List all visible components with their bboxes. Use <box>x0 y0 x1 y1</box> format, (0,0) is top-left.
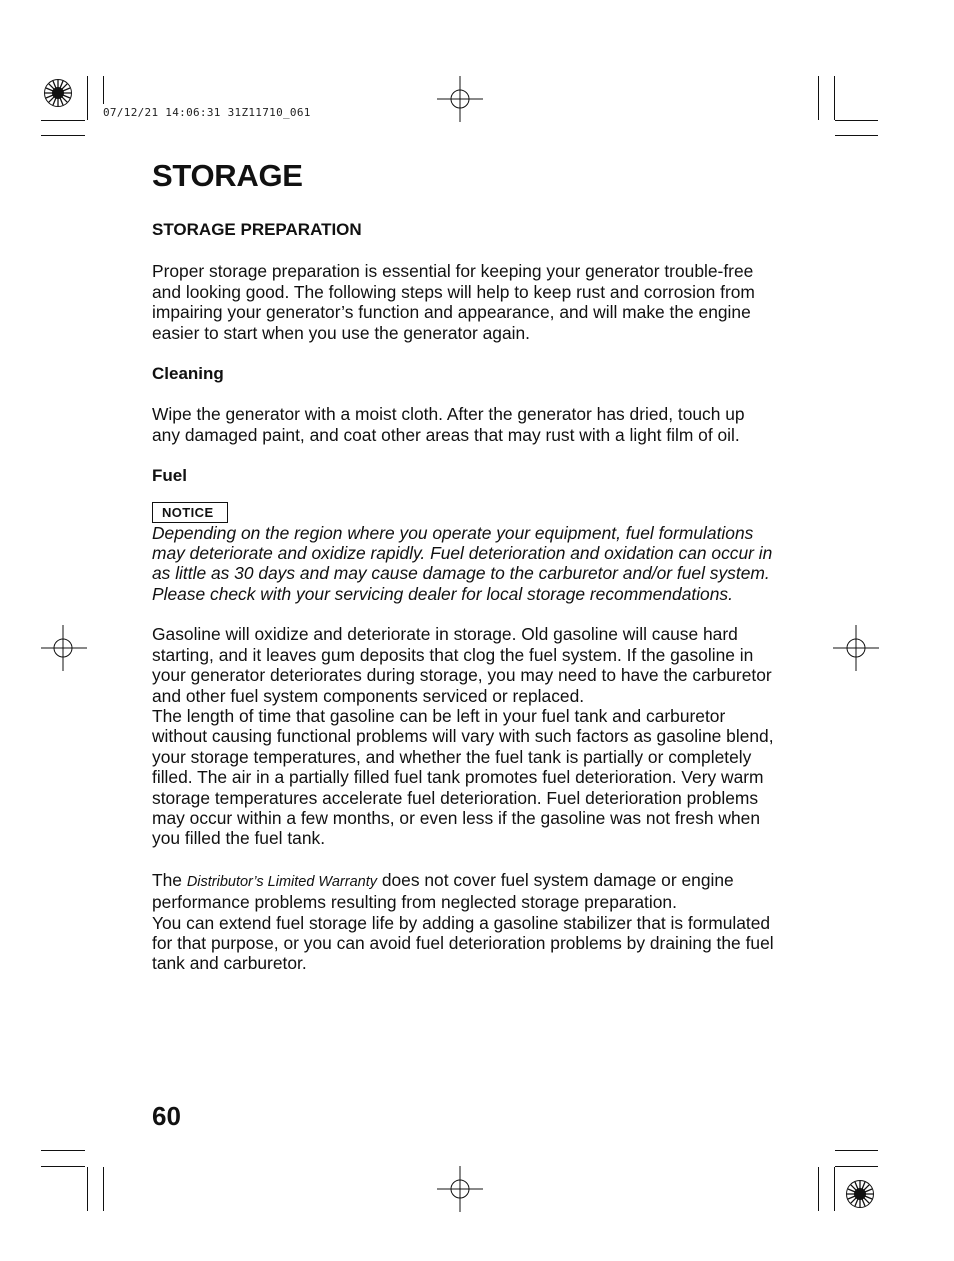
crop-line <box>818 76 819 120</box>
registration-starburst-icon <box>43 78 73 108</box>
registration-crosshair-icon <box>437 76 483 122</box>
crop-line <box>41 1166 85 1167</box>
crop-line <box>834 76 835 120</box>
crop-line <box>834 1167 835 1211</box>
print-timestamp: 07/12/21 14:06:31 31Z11710_061 <box>103 106 311 119</box>
paragraph-warranty <box>152 870 777 913</box>
registration-crosshair-icon <box>437 1166 483 1212</box>
page-title: STORAGE <box>152 158 303 193</box>
crop-line <box>835 1150 878 1151</box>
crop-line <box>835 1166 878 1167</box>
paragraph-fuel-stabilizer: You can extend fuel storage life by adding a gasoline stabilizer that is formulated for that purpose, or you can avoid fuel deterioration problems by draining the fuel tank and carburetor. <box>152 912 774 974</box>
warranty-prefix: The <box>152 869 187 890</box>
paragraph-fuel-oxidation: Gasoline will oxidize and deteriorate in storage. Old gasoline will cause hard starting, and it leaves gum deposits that clog the fuel system. If the gasoline in your generator deteriorates during storage, you may need to have the carburetor and other fuel system components serviced or replaced. <box>152 624 772 706</box>
crop-line <box>41 135 85 136</box>
registration-starburst-icon <box>845 1179 875 1209</box>
paragraph-storage-preparation: Proper storage preparation is essential for keeping your generator trouble-free and looking good. The following steps will help to keep rust and corrosion from impairing your generator’s function and appearance, and will make the engine easier to start when you use the generator again. <box>152 261 755 343</box>
section-heading-cleaning: Cleaning <box>152 364 224 384</box>
crop-line <box>41 1150 85 1151</box>
crop-line <box>87 1167 88 1211</box>
notice-text: Depending on the region where you operate your equipment, fuel formulations may deteriorate and oxidize rapidly. Fuel deterioration and oxidation can occur in as little as 30 days and may cause damage to the carburetor and/or fuel system. Please check with your servicing dealer for local storage recommendations. <box>152 522 773 604</box>
crop-line <box>835 120 878 121</box>
warranty-suffix: does not cover fuel system damage or engine performance problems resulting from neglected storage preparation. <box>152 869 734 913</box>
paragraph-fuel-storage-time: The length of time that gasoline can be left in your fuel tank and carburetor without causing functional problems will vary with such factors as gasoline blend, your storage temperatures, and whether the fuel tank is partially or completely filled. The air in a partially filled fuel tank promotes fuel deterioration. Very warm storage temperatures accelerate fuel deterioration. Fuel deterioration problems may occur within a few months, or even less if the gasoline was not fresh when you filled the fuel tank. <box>152 705 774 849</box>
page-content <box>152 220 777 974</box>
section-heading-storage-preparation: STORAGE PREPARATION <box>152 220 362 239</box>
warranty-name: Distributor’s Limited Warranty <box>186 873 377 890</box>
notice-badge: NOTICE <box>152 502 228 523</box>
crop-line <box>818 1167 819 1211</box>
paragraph-cleaning: Wipe the generator with a moist cloth. After the generator has dried, touch up any damaged paint, and coat other areas that may rust with a light film of oil. <box>152 404 745 445</box>
crop-line <box>103 1167 104 1211</box>
registration-crosshair-icon <box>833 625 879 671</box>
section-heading-fuel: Fuel <box>152 466 187 486</box>
registration-crosshair-icon <box>41 625 87 671</box>
page-number: 60 <box>152 1101 181 1131</box>
crop-line <box>41 120 85 121</box>
crop-line <box>835 135 878 136</box>
crop-line <box>87 76 88 120</box>
crop-line <box>103 76 104 104</box>
